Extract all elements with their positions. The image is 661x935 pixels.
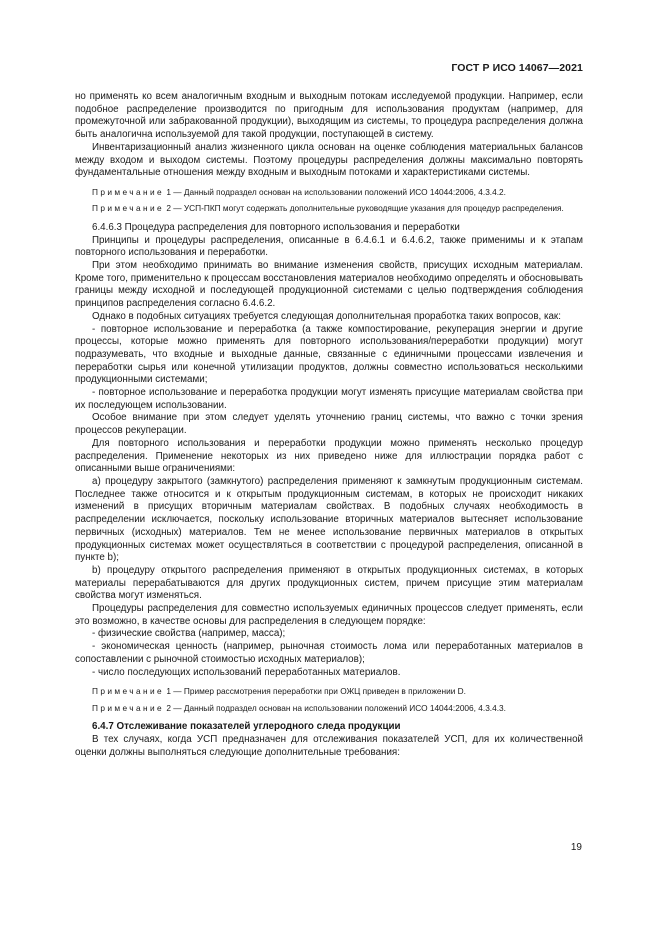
paragraph: Особое внимание при этом следует уделять уточнению границ системы, что важно с точки зрения процессов рекуперации. [75, 412, 583, 437]
list-item: - повторное использование и переработка продукции могут изменять присущие материалам свойства при их последующем использовании. [75, 387, 583, 411]
note-label: Примечание [92, 686, 165, 697]
paragraph: Принципы и процедуры распределения, описанные в 6.4.6.1 и 6.4.6.2, также применимы и к этапам повторного использования и переработки. [75, 234, 583, 259]
section-heading-6-4-6-3: 6.4.6.3 Процедура распределения для повторного использования и переработки [92, 221, 460, 233]
note-text: — Данный подраздел основан на использовании положений ИСО 14044:2006, 4.3.4.2. [173, 186, 506, 197]
page-body [75, 91, 583, 759]
paragraph: Процедуры распределения для совместно используемых единичных процессов следует применять, если это возможно, в качестве основы для распределения в следующем порядке: [75, 603, 583, 627]
note-text: — УСП-ПКП могут содержать дополнительные руководящие указания для процедур распределения. [173, 203, 564, 214]
note-2 [75, 203, 583, 215]
note-number: 2 [166, 203, 171, 214]
paragraph: При этом необходимо принимать во внимание изменения свойств, присущих исходным материалам. Кроме того, применительно к процессам восстановления материалов необходимо определять и обосновывать границы между исходной и последующей продукционной системами с целью подтверждения соблюдения принципов распределения согласно 6.4.6.2. [75, 260, 583, 310]
list-item: - экономическая ценность (например, рыночная стоимость лома или переработанных материалов в сопоставлении с рыночной стоимостью исходных материалов); [75, 641, 583, 665]
note-4 [75, 703, 583, 715]
page-number: 19 [570, 842, 582, 853]
paragraph: Для повторного использования и переработки продукции можно применять несколько процедур распределения. Применение некоторых из них приведено ниже для иллюстрации порядка работ с описанными выше ограничениями: [75, 437, 583, 475]
note-text: — Данный подраздел основан на использовании положений ИСО 14044:2006, 4.3.4.3. [173, 702, 506, 713]
standard-header: ГОСТ Р ИСО 14067—2021 [451, 62, 583, 74]
list-item: - физические свойства (например, масса); [92, 628, 286, 640]
list-item: b) процедуру открытого распределения применяют в открытых продукционных системах, в которых материалы перерабатываются для других продукционных систем, причем присущие этим материалам свойства могут изменяться. [75, 564, 583, 602]
section-heading-6-4-7: 6.4.7 Отслеживание показателей углеродного следа продукции [92, 721, 401, 733]
note-label: Примечание [92, 186, 165, 197]
note-label: Примечание [92, 702, 165, 713]
note-number: 1 [166, 686, 171, 697]
note-text: — Пример рассмотрения переработки при ОЖЦ приведен в приложении D. [173, 686, 466, 697]
note-number: 1 [166, 186, 171, 197]
note-3 [75, 686, 583, 698]
note-label: Примечание [92, 203, 165, 214]
list-item: - повторное использование и переработка (а также компостирование, рекуперация энергии и другие процессы, которые можно применять для повторного использования/переработки продукции) могут подразумевать, что входные и выходные данные, связанные с единичными процессами извлечения и переработки сырья или конечной утилизации продуктов, должны совместно использоваться несколькими продукционными системами; [75, 323, 583, 386]
paragraph: Инвентаризационный анализ жизненного цикла основан на оценке соблюдения материальных балансов между входом и выходом системы. Поэтому процедуры распределения должны максимально повторять фундаментальные отношения между входным и выходным потоками и характеристиками системы. [75, 141, 583, 179]
paragraph: Однако в подобных ситуациях требуется следующая дополнительная проработка таких вопросов, как: [92, 310, 561, 322]
list-item: - число последующих использований переработанных материалов. [92, 666, 401, 678]
paragraph: но применять ко всем аналогичным входным и выходным потокам исследуемой продукции. Например, если подобное распределение производится по пригодным для использования продуктам (например, для промежуточной или забракованной продукции), выходящим из системы, то процедура распределения должна быть аналогична используемой для такой продукции, поступающей в систему. [75, 91, 583, 141]
paragraph: В тех случаях, когда УСП предназначен для отслеживания показателей УСП, для их количественной оценки должны выполняться следующие дополнительные требования: [75, 733, 583, 758]
list-item: a) процедуру закрытого (замкнутого) распределения применяют к замкнутым продукционным системам. Последнее также относится и к открытым продукционным системам, в которых не происходит никаких изменений в присущих вторичным материалам свойствах. В подобных случаях необходимость в распределении исключается, поскольку использование вторичных материалов вытесняет использование первичных (исходных) материалов. Тем не менее использование первичных материалов в открытых продукционных системах может осуществляться в соответствии с процедурой распределения, описанной в пункте b); [75, 475, 583, 564]
note-1 [75, 187, 583, 199]
note-number: 2 [166, 702, 171, 713]
